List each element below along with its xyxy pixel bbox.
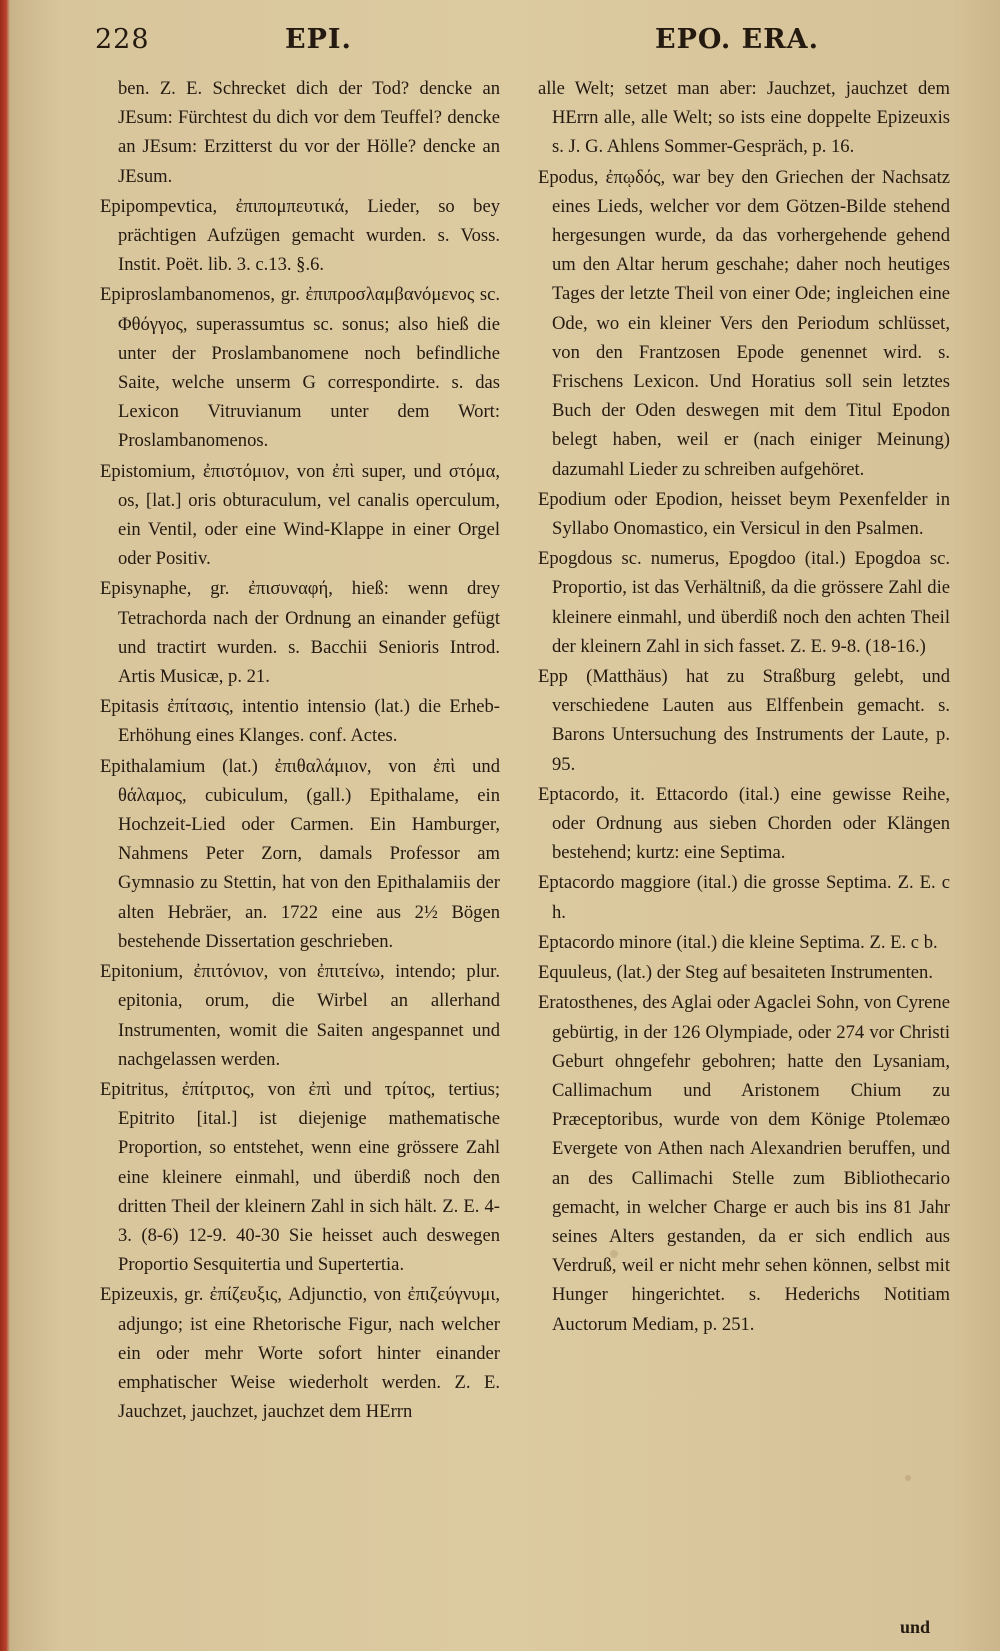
entry-continuation: ben. Z. E. Schrecket dich der Tod? dencke an JEsum: Fürchtest du dich vor dem Teuffel? dencke an JEsum: Erzitterst du vor der Hölle? dencke an JEsum. bbox=[118, 78, 500, 187]
right-column bbox=[538, 74, 950, 1340]
entry-epiproslambanomenos: Epiproslambanomenos, gr. ἐπιπροσλαμβανόμενος sc. Φθόγγος, superassumtus sc. sonus; also hieß die unter der Proslambanomene noch befindliche Saite, welche unserm G correspondirte. s. das Lexicon Vitruvianum unter dem Wort: Proslambanomenos. bbox=[100, 284, 500, 452]
entry-epitonium: Epitonium, ἐπιτόνιον, von ἐπιτείνω, intendo; plur. epitonia, orum, die Wirbel an allerhand Instrumenten, womit die Saiten angespannet und nachgelassen werden. bbox=[100, 961, 500, 1070]
entry-epodus: Epodus, ἐπῳδός, war bey den Griechen der Nachsatz eines Lieds, welcher vor dem Götzen-Bilde stehend hergesungen wurde, da das vorhergehende gehend um den Altar herum geschahe; daher noch heutiges Tages der letzte Theil von einer Ode; ingleichen eine Ode, wo ein kleiner Vers den Periodum schlüsset, von den Frantzosen Epode genennet wird. s. Frischens Lexicon. Und Horatius soll sein letztes Buch der Oden deswegen mit dem Titul Epodon belegt haben, weil er (nach einiger Meinung) dazumahl Lieder zu schreiben aufgehöret. bbox=[538, 166, 950, 480]
red-page-edge bbox=[0, 0, 10, 1651]
entry-epitritus: Epitritus, ἐπίτριτος, von ἐπὶ und τρίτος, tertius; Epitrito [ital.] ist diejenige mathematische Proportion, so entstehet, wenn eine grössere Zahl eine kleinere einmahl, und überdiß noch den dritten Theil der kleinern Zahl in sich hält. Z. E. 4-3. (8-6) 12-9. 40-30 Sie heisset auch deswegen Proportio Sesquitertia und Supertertia. bbox=[100, 1078, 500, 1276]
page-number: 228 bbox=[95, 24, 150, 55]
entry-epistomium: Epistomium, ἐπιστόμιον, von ἐπὶ super, und στόμα, os, [lat.] oris obturaculum, vel canalis operculum, ein Ventil, oder eine Wind-Klappe in einer Orgel oder Positiv. bbox=[100, 460, 500, 570]
entry-epp: Epp (Matthäus) hat zu Straßburg gelebt, und verschiedene Lauten aus Elffenbein gemacht. s. Barons Untersuchung des Instruments der Laute, p. 95. bbox=[538, 666, 950, 775]
foxing-spot bbox=[905, 1475, 911, 1481]
entry-continuation: alle Welt; setzet man aber: Jauchzet, jauchzet dem HErrn alle, alle Welt; so ists eine doppelte Epizeuxis s. J. G. Ahlens Sommer-Gespräch, p. 16. bbox=[538, 78, 950, 158]
entry-epithalamium: Epithalamium (lat.) ἐπιθαλάμιον, von ἐπὶ und θάλαμος, cubiculum, (gall.) Epithalame, ein Hochzeit-Lied oder Carmen. Ein Hamburger, Nahmens Peter Zorn, damals Professor am Gymnasio zu Stettin, hat von den Epithalamiis der alten Hebräer, an. 1722 eine aus 2½ Bögen bestehende Dissertation geschrieben. bbox=[100, 755, 500, 952]
entry-epizeuxis: Epizeuxis, gr. ἐπίζευξις, Adjunctio, von ἐπιζεύγνυμι, adjungo; ist eine Rhetorische Figur, nach welcher ein oder mehr Worte sofort hinter einander emphatischer Weise wiederholt werden. Z. E. Jauchzet, jauchzet, jauchzet dem HErrn bbox=[100, 1284, 500, 1423]
entry-epipompevtica: Epipompevtica, ἐπιπομπευτικά, Lieder, so bey prächtigen Aufzügen gemacht wurden. s. Voss. Instit. Poët. lib. 3. c.13. §.6. bbox=[100, 195, 500, 276]
entry-epodium: Epodium oder Epodion, heisset beym Pexenfelder in Syllabo Onomastico, ein Versicul in den Psalmen. bbox=[538, 488, 950, 540]
left-column bbox=[100, 74, 500, 1427]
entry-epogdous: Epogdous sc. numerus, Epogdoo (ital.) Epogdoa sc. Proportio, ist das Verhältniß, da die grössere Zahl die kleinere einmahl, und überdiß noch den achten Theil der kleinern Zahl in sich fasset. Z. E. 9-8. (18-16.) bbox=[538, 548, 950, 657]
left-running-head: EPI. bbox=[285, 24, 352, 55]
running-header bbox=[95, 18, 940, 58]
entry-eptacordo-maggiore: Eptacordo maggiore (ital.) die grosse Septima. Z. E. c h. bbox=[538, 872, 950, 923]
right-running-head: EPO. ERA. bbox=[655, 24, 819, 55]
entry-eratosthenes: Eratosthenes, des Aglai oder Agaclei Sohn, von Cyrene gebürtig, in der 126 Olympiade, oder 274 vor Christi Geburt ohngefehr gebohren; hatte den Lysaniam, Callimachum und Aristonem Chium zu Præceptoribus, wurde von dem Könige Ptolemæo Evergete von Athen nach Alexandrien beruffen, und an des Callimachi Stelle zum Bibliothecario gemacht, in welcher Charge er auch bis ins 81 Jahr seines Alters gestanden, da er sich endlich aus Verdruß, weil er nicht mehr sehen können, selbst mit Hunger hingerichtet. s. Hederichs Notitiam Auctorum Mediam, p. 251. bbox=[538, 992, 950, 1335]
entry-episynaphe: Episynaphe, gr. ἐπισυναφή, hieß: wenn drey Tetrachorda nach der Ordnung an einander gefügt und tractirt wurden. s. Bacchii Senioris Introd. Artis Musicæ, p. 21. bbox=[100, 578, 500, 688]
entry-equuleus: Equuleus, (lat.) der Steg auf besaiteten Instrumenten. bbox=[538, 962, 933, 984]
catchword: und bbox=[899, 1617, 930, 1637]
entry-epitasis: Epitasis ἐπίτασις, intentio intensio (lat.) die Erheb- Erhöhung eines Klanges. conf. Actes. bbox=[100, 696, 500, 747]
entry-eptacordo: Eptacordo, it. Ettacordo (ital.) eine gewisse Reihe, oder Ordnung aus sieben Chorden oder Klängen bestehend; kurtz: eine Septima. bbox=[538, 783, 950, 864]
entry-eptacordo-minore: Eptacordo minore (ital.) die kleine Septima. Z. E. c b. bbox=[538, 931, 938, 953]
